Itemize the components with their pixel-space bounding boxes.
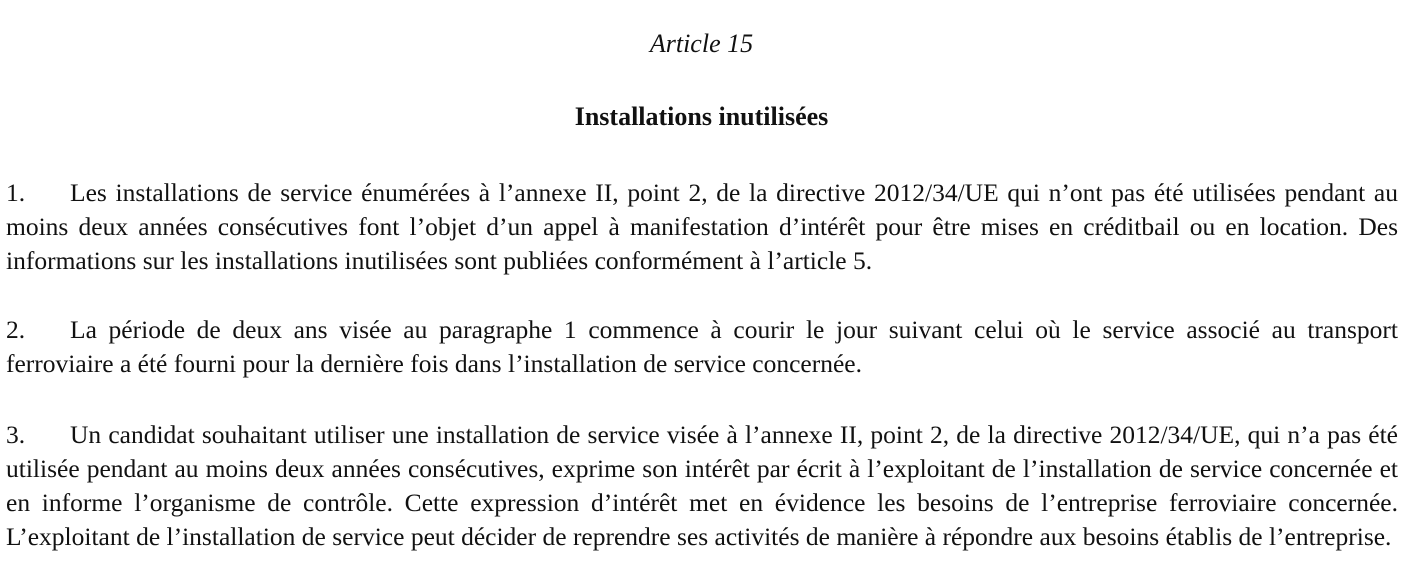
article-number: Article 15 <box>649 29 754 58</box>
paragraph-number: 3. <box>6 420 26 449</box>
paragraph-text: Les installations de service énumérées à l’annexe II, point 2, de la directive 2012/34/UE qui n’ont pas été utilisées pendant au moins deux années consécutives font l’objet d’un appel à manifestation d’intérêt pour être mises en créditbail ou en location. Des informations sur les installations inutilisées sont publiées conformément à l’article 5. <box>6 178 1398 275</box>
paragraph-1 <box>6 176 1398 278</box>
paragraph-text: Un candidat souhaitant utiliser une installation de service visée à l’annexe II, point 2, de la directive 2012/34/UE, qui n’a pas été utilisée pendant au moins deux années consécutives, exprime son intérêt par écrit à l’exploitant de l’installation de service concernée et en informe l’organisme de contrôle. Cette expression d’intérêt met en évidence les besoins de l’entreprise ferroviaire concernée. L’exploitant de l’installation de service peut décider de reprendre ses activités de manière à répondre aux besoins établis de l’entreprise. <box>6 420 1398 551</box>
article-title: Installations inutilisées <box>574 102 829 131</box>
paragraph-2 <box>6 313 1398 381</box>
paragraph-number: 2. <box>6 315 26 344</box>
paragraph-text: La période de deux ans visée au paragraphe 1 commence à courir le jour suivant celui où le service associé au transport ferroviaire a été fourni pour la dernière fois dans l’installation de service concernée. <box>6 315 1398 378</box>
paragraph-3 <box>6 418 1398 554</box>
paragraph-number: 1. <box>6 178 26 207</box>
